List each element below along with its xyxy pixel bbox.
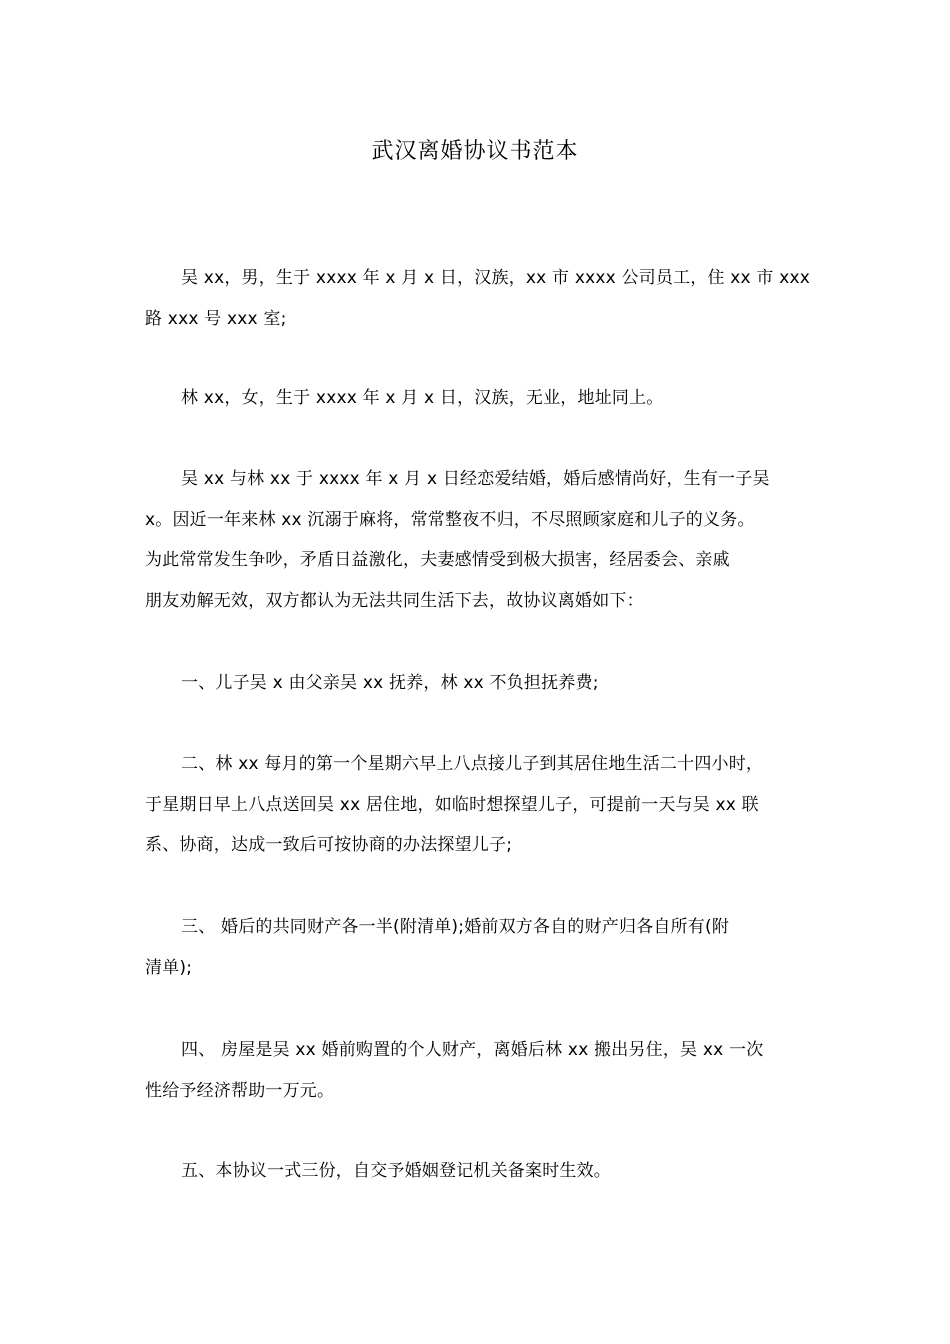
clause-three [145, 907, 825, 988]
paragraph-line: 于星期日早上八点送回吴 xx 居住地，如临时想探望儿子，可提前一天与吴 xx 联 [145, 794, 759, 815]
paragraph-line: 二、林 xx 每月的第一个星期六早上八点接儿子到其居住地生活二十四小时， [181, 754, 764, 774]
paragraph-party-wife [145, 378, 825, 419]
paragraph-line: x。因近一年来林 xx 沉溺于麻将，常常整夜不归，不尽照顾家庭和儿子的义务。 [145, 509, 755, 530]
paragraph-line: 朋友劝解无效，双方都认为无法共同生活下去，故协议离婚如下： [145, 590, 644, 611]
paragraph-line: 吴 xx，男，生于 xxxx 年 x 月 x 日，汉族，xx 市 xxxx 公司员工，住 xx 市 xxx [181, 268, 810, 288]
paragraph-line: 五、本协议一式三份，自交予婚姻登记机关备案时生效。 [181, 1161, 611, 1181]
clause-one [145, 663, 825, 704]
paragraph-line: 清单); [145, 957, 193, 978]
paragraph-line: 为此常常发生争吵，矛盾日益激化，夫妻感情受到极大损害，经居委会、亲戚 [145, 550, 730, 570]
paragraph-line: 性给予经济帮助一万元。 [145, 1080, 335, 1101]
paragraph-background [145, 459, 825, 621]
clause-four [145, 1030, 825, 1111]
paragraph-line: 一、儿子吴 x 由父亲吴 xx 抚养，林 xx 不负担抚养费; [181, 673, 599, 693]
document-title: 武汉离婚协议书范本 [371, 139, 579, 164]
paragraph-line: 四、 房屋是吴 xx 婚前购置的个人财产，离婚后林 xx 搬出另住，吴 xx 一次 [181, 1040, 764, 1060]
clause-five [145, 1151, 825, 1192]
paragraph-line: 林 xx，女，生于 xxxx 年 x 月 x 日，汉族，无业，地址同上。 [181, 388, 664, 408]
paragraph-party-husband [145, 258, 825, 339]
clause-two [145, 744, 825, 866]
paragraph-line: 三、 婚后的共同财产各一半(附清单);婚前双方各自的财产归各自所有(附 [181, 917, 730, 937]
paragraph-line: 路 xxx 号 xxx 室; [145, 308, 287, 329]
paragraph-line: 吴 xx 与林 xx 于 xxxx 年 x 月 x 日经恋爱结婚，婚后感情尚好，生有一子吴 [181, 469, 770, 489]
paragraph-line: 系、协商，达成一致后可按协商的办法探望儿子; [145, 835, 513, 855]
